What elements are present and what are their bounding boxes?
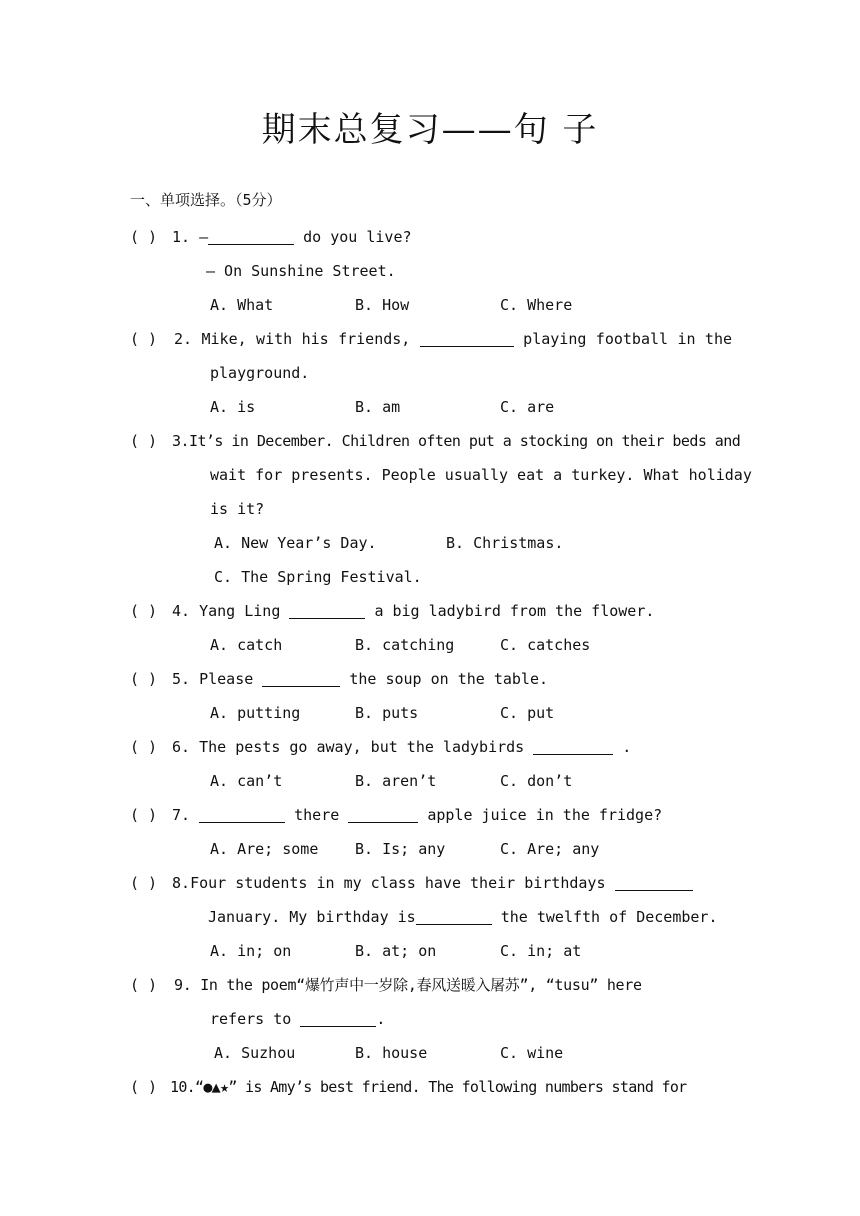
page-title: 期末总复习——句 子 bbox=[261, 110, 599, 150]
question-3-option-c-row bbox=[130, 560, 732, 594]
question-3: ( ) 3.It’s in December. Children often put a stocking on their beds and bbox=[130, 424, 732, 458]
option-b[interactable]: B. at; on bbox=[355, 942, 437, 960]
question-3-options bbox=[130, 526, 732, 560]
answer-blank[interactable] bbox=[615, 872, 693, 891]
question-8-options bbox=[130, 934, 732, 968]
option-b[interactable]: B. Christmas. bbox=[446, 534, 564, 552]
question-3-line3: is it? bbox=[210, 500, 265, 518]
question-2-options bbox=[130, 390, 732, 424]
answer-blank[interactable] bbox=[348, 804, 418, 823]
answer-bracket[interactable]: ( ) bbox=[130, 330, 158, 348]
answer-blank[interactable] bbox=[420, 328, 514, 347]
question-9: ( ) 9. In the poem“爆竹声中一岁除,春风送暖入屠苏”, “tusu” here bbox=[130, 968, 732, 1002]
answer-bracket[interactable]: ( ) bbox=[130, 602, 158, 620]
option-c[interactable]: C. wine bbox=[500, 1044, 564, 1062]
question-8-line2: January. My birthday is the twelfth of December. bbox=[208, 908, 718, 926]
answer-blank[interactable] bbox=[262, 668, 340, 687]
question-4-options bbox=[130, 628, 732, 662]
answer-bracket[interactable]: ( ) bbox=[130, 228, 158, 246]
option-a[interactable]: A. What bbox=[210, 296, 274, 314]
question-1: ( ) 1. — do you live? bbox=[130, 220, 732, 254]
option-c[interactable]: C. put bbox=[500, 704, 555, 722]
answer-bracket[interactable]: ( ) bbox=[130, 806, 158, 824]
answer-bracket[interactable]: ( ) bbox=[130, 874, 158, 892]
question-1-response: — On Sunshine Street. bbox=[206, 262, 396, 280]
question-3-line2: wait for presents. People usually eat a turkey. What holiday bbox=[210, 466, 752, 484]
option-b[interactable]: B. aren’t bbox=[355, 772, 437, 790]
option-a[interactable]: A. is bbox=[210, 398, 256, 416]
question-6: ( ) 6. The pests go away, but the ladybirds . bbox=[130, 730, 732, 764]
question-9-options bbox=[130, 1036, 732, 1070]
answer-bracket[interactable]: ( ) bbox=[130, 1078, 158, 1096]
answer-bracket[interactable]: ( ) bbox=[130, 738, 158, 756]
option-a[interactable]: A. putting bbox=[210, 704, 301, 722]
option-b[interactable]: B. am bbox=[355, 398, 401, 416]
option-b[interactable]: B. catching bbox=[355, 636, 455, 654]
answer-blank[interactable] bbox=[208, 226, 294, 245]
question-10: ( ) 10.“●▲★” is Amy’s best friend. The following numbers stand for bbox=[130, 1070, 732, 1104]
question-6-options bbox=[130, 764, 732, 798]
option-c[interactable]: C. Where bbox=[500, 296, 573, 314]
answer-blank[interactable] bbox=[199, 804, 285, 823]
answer-bracket[interactable]: ( ) bbox=[130, 670, 158, 688]
question-1-options bbox=[130, 288, 732, 322]
question-5-options bbox=[130, 696, 732, 730]
answer-bracket[interactable]: ( ) bbox=[130, 432, 158, 450]
option-b[interactable]: B. How bbox=[355, 296, 410, 314]
option-c[interactable]: C. are bbox=[500, 398, 555, 416]
option-a[interactable]: A. in; on bbox=[210, 942, 292, 960]
option-a[interactable]: A. Are; some bbox=[210, 840, 319, 858]
option-c[interactable]: C. Are; any bbox=[500, 840, 600, 858]
answer-blank[interactable] bbox=[533, 736, 613, 755]
option-a[interactable]: A. New Year’s Day. bbox=[214, 534, 377, 552]
option-b[interactable]: B. puts bbox=[355, 704, 419, 722]
question-4: ( ) 4. Yang Ling a big ladybird from the flower. bbox=[130, 594, 732, 628]
answer-blank[interactable] bbox=[416, 906, 492, 925]
answer-blank[interactable] bbox=[300, 1008, 376, 1027]
option-a[interactable]: A. catch bbox=[210, 636, 283, 654]
question-8: ( ) 8.Four students in my class have their birthdays bbox=[130, 866, 732, 900]
answer-blank[interactable] bbox=[289, 600, 365, 619]
question-9-line2: refers to . bbox=[210, 1010, 386, 1028]
option-b[interactable]: B. Is; any bbox=[355, 840, 446, 858]
section-heading: 一、单项选择。（5分） bbox=[130, 191, 282, 209]
option-a[interactable]: A. Suzhou bbox=[214, 1044, 296, 1062]
option-a[interactable]: A. can’t bbox=[210, 772, 283, 790]
option-c[interactable]: C. in; at bbox=[500, 942, 582, 960]
question-2-line2: playground. bbox=[210, 364, 310, 382]
option-c[interactable]: C. catches bbox=[500, 636, 591, 654]
option-b[interactable]: B. house bbox=[355, 1044, 428, 1062]
answer-bracket[interactable]: ( ) bbox=[130, 976, 158, 994]
option-c[interactable]: C. don’t bbox=[500, 772, 573, 790]
question-2: ( ) 2. Mike, with his friends, playing football in the bbox=[130, 322, 732, 356]
question-list bbox=[130, 186, 752, 1104]
question-7-options bbox=[130, 832, 732, 866]
question-5: ( ) 5. Please the soup on the table. bbox=[130, 662, 732, 696]
question-7: ( ) 7. there apple juice in the fridge? bbox=[130, 798, 732, 832]
option-c[interactable]: C. The Spring Festival. bbox=[214, 568, 422, 586]
